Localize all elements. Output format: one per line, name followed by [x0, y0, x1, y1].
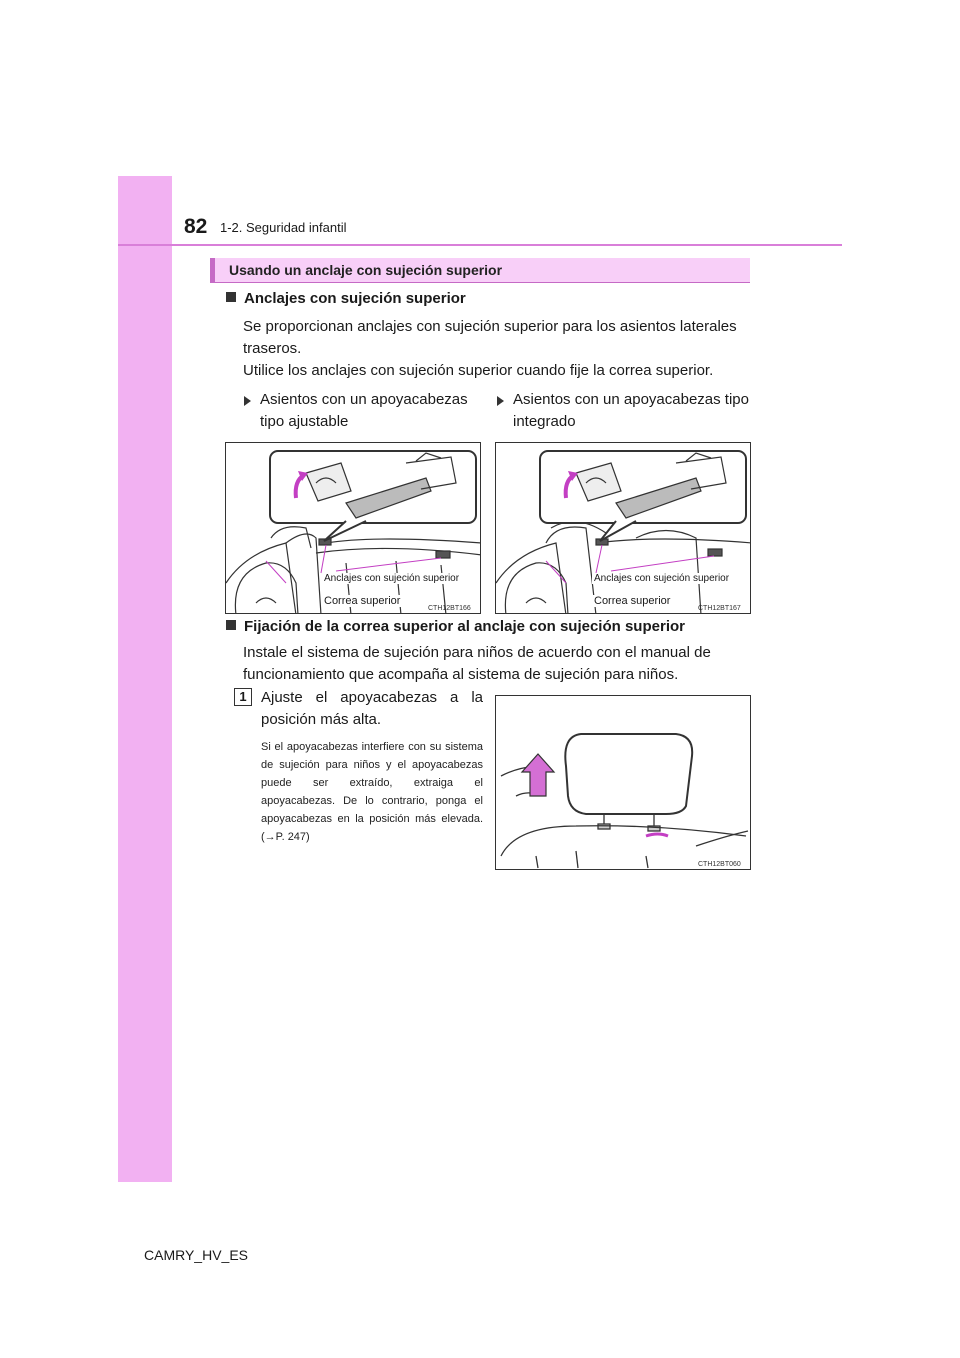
heading-fijacion-text: Fijación de la correa superior al anclaje con sujeción superior: [244, 618, 685, 635]
header-rule: [118, 244, 842, 246]
label-tether-anchors: Anclajes con sujeción superior: [324, 573, 460, 584]
step-number: 1: [234, 688, 252, 706]
figure-code: CTH12BT060: [698, 861, 741, 868]
side-tab: [118, 176, 172, 1182]
label-top-strap: Correa superior: [594, 595, 671, 607]
square-bullet-icon: [226, 292, 236, 302]
heading-fijacion: [226, 618, 685, 635]
headrest-illustration: [496, 696, 751, 870]
figure-code: CTH12BT166: [428, 605, 471, 612]
paragraph-install: Instale el sistema de sujeción para niños de acuerdo con el manual de funcionamiento que acompaña al sistema de sujeción para niños.: [243, 644, 711, 683]
paragraph-use: Utilice los anclajes con sujeción superior cuando fije la correa superior.: [243, 362, 714, 379]
section-header: [210, 258, 750, 283]
step-text: Ajuste el apoyacabezas a la posición más alta.: [261, 689, 483, 728]
seat-anchor-illustration: [496, 443, 751, 614]
seat-anchor-illustration: [226, 443, 481, 614]
figure-code: CTH12BT167: [698, 605, 741, 612]
triangle-bullet-icon: [497, 396, 504, 406]
triangle-bullet-icon: [244, 396, 251, 406]
label-top-strap: Correa superior: [324, 595, 401, 607]
page-number: 82: [184, 215, 208, 238]
paragraph-provided: Se proporcionan anclajes con sujeción superior para los asientos laterales traseros.: [243, 318, 737, 357]
heading-anclajes: [226, 290, 466, 307]
subheading-adjustable: Asientos con un apoyacabezas tipo ajustable: [260, 391, 468, 430]
label-tether-anchors: Anclajes con sujeción superior: [594, 573, 730, 584]
footer-code: CAMRY_HV_ES: [144, 1247, 249, 1263]
section-title: Usando un anclaje con sujeción superior: [229, 262, 503, 278]
figure-adjustable-headrest: [225, 442, 481, 614]
square-bullet-icon: [226, 620, 236, 630]
figure-integrated-headrest: [495, 442, 751, 614]
subheading-integrated: Asientos con un apoyacabezas tipo integrado: [513, 391, 749, 430]
heading-anclajes-text: Anclajes con sujeción superior: [244, 290, 466, 307]
step-note: Si el apoyacabezas interfiere con su sistema de sujeción para niños y el apoyacabezas puede ser extraído, extraiga el apoyacabezas. De lo contrario, ponga el apoyacabezas en la posición más elevada. (→P. 247): [261, 741, 483, 843]
chapter-title: 1-2. Seguridad infantil: [220, 220, 347, 235]
figure-headrest-raise: [495, 695, 751, 870]
